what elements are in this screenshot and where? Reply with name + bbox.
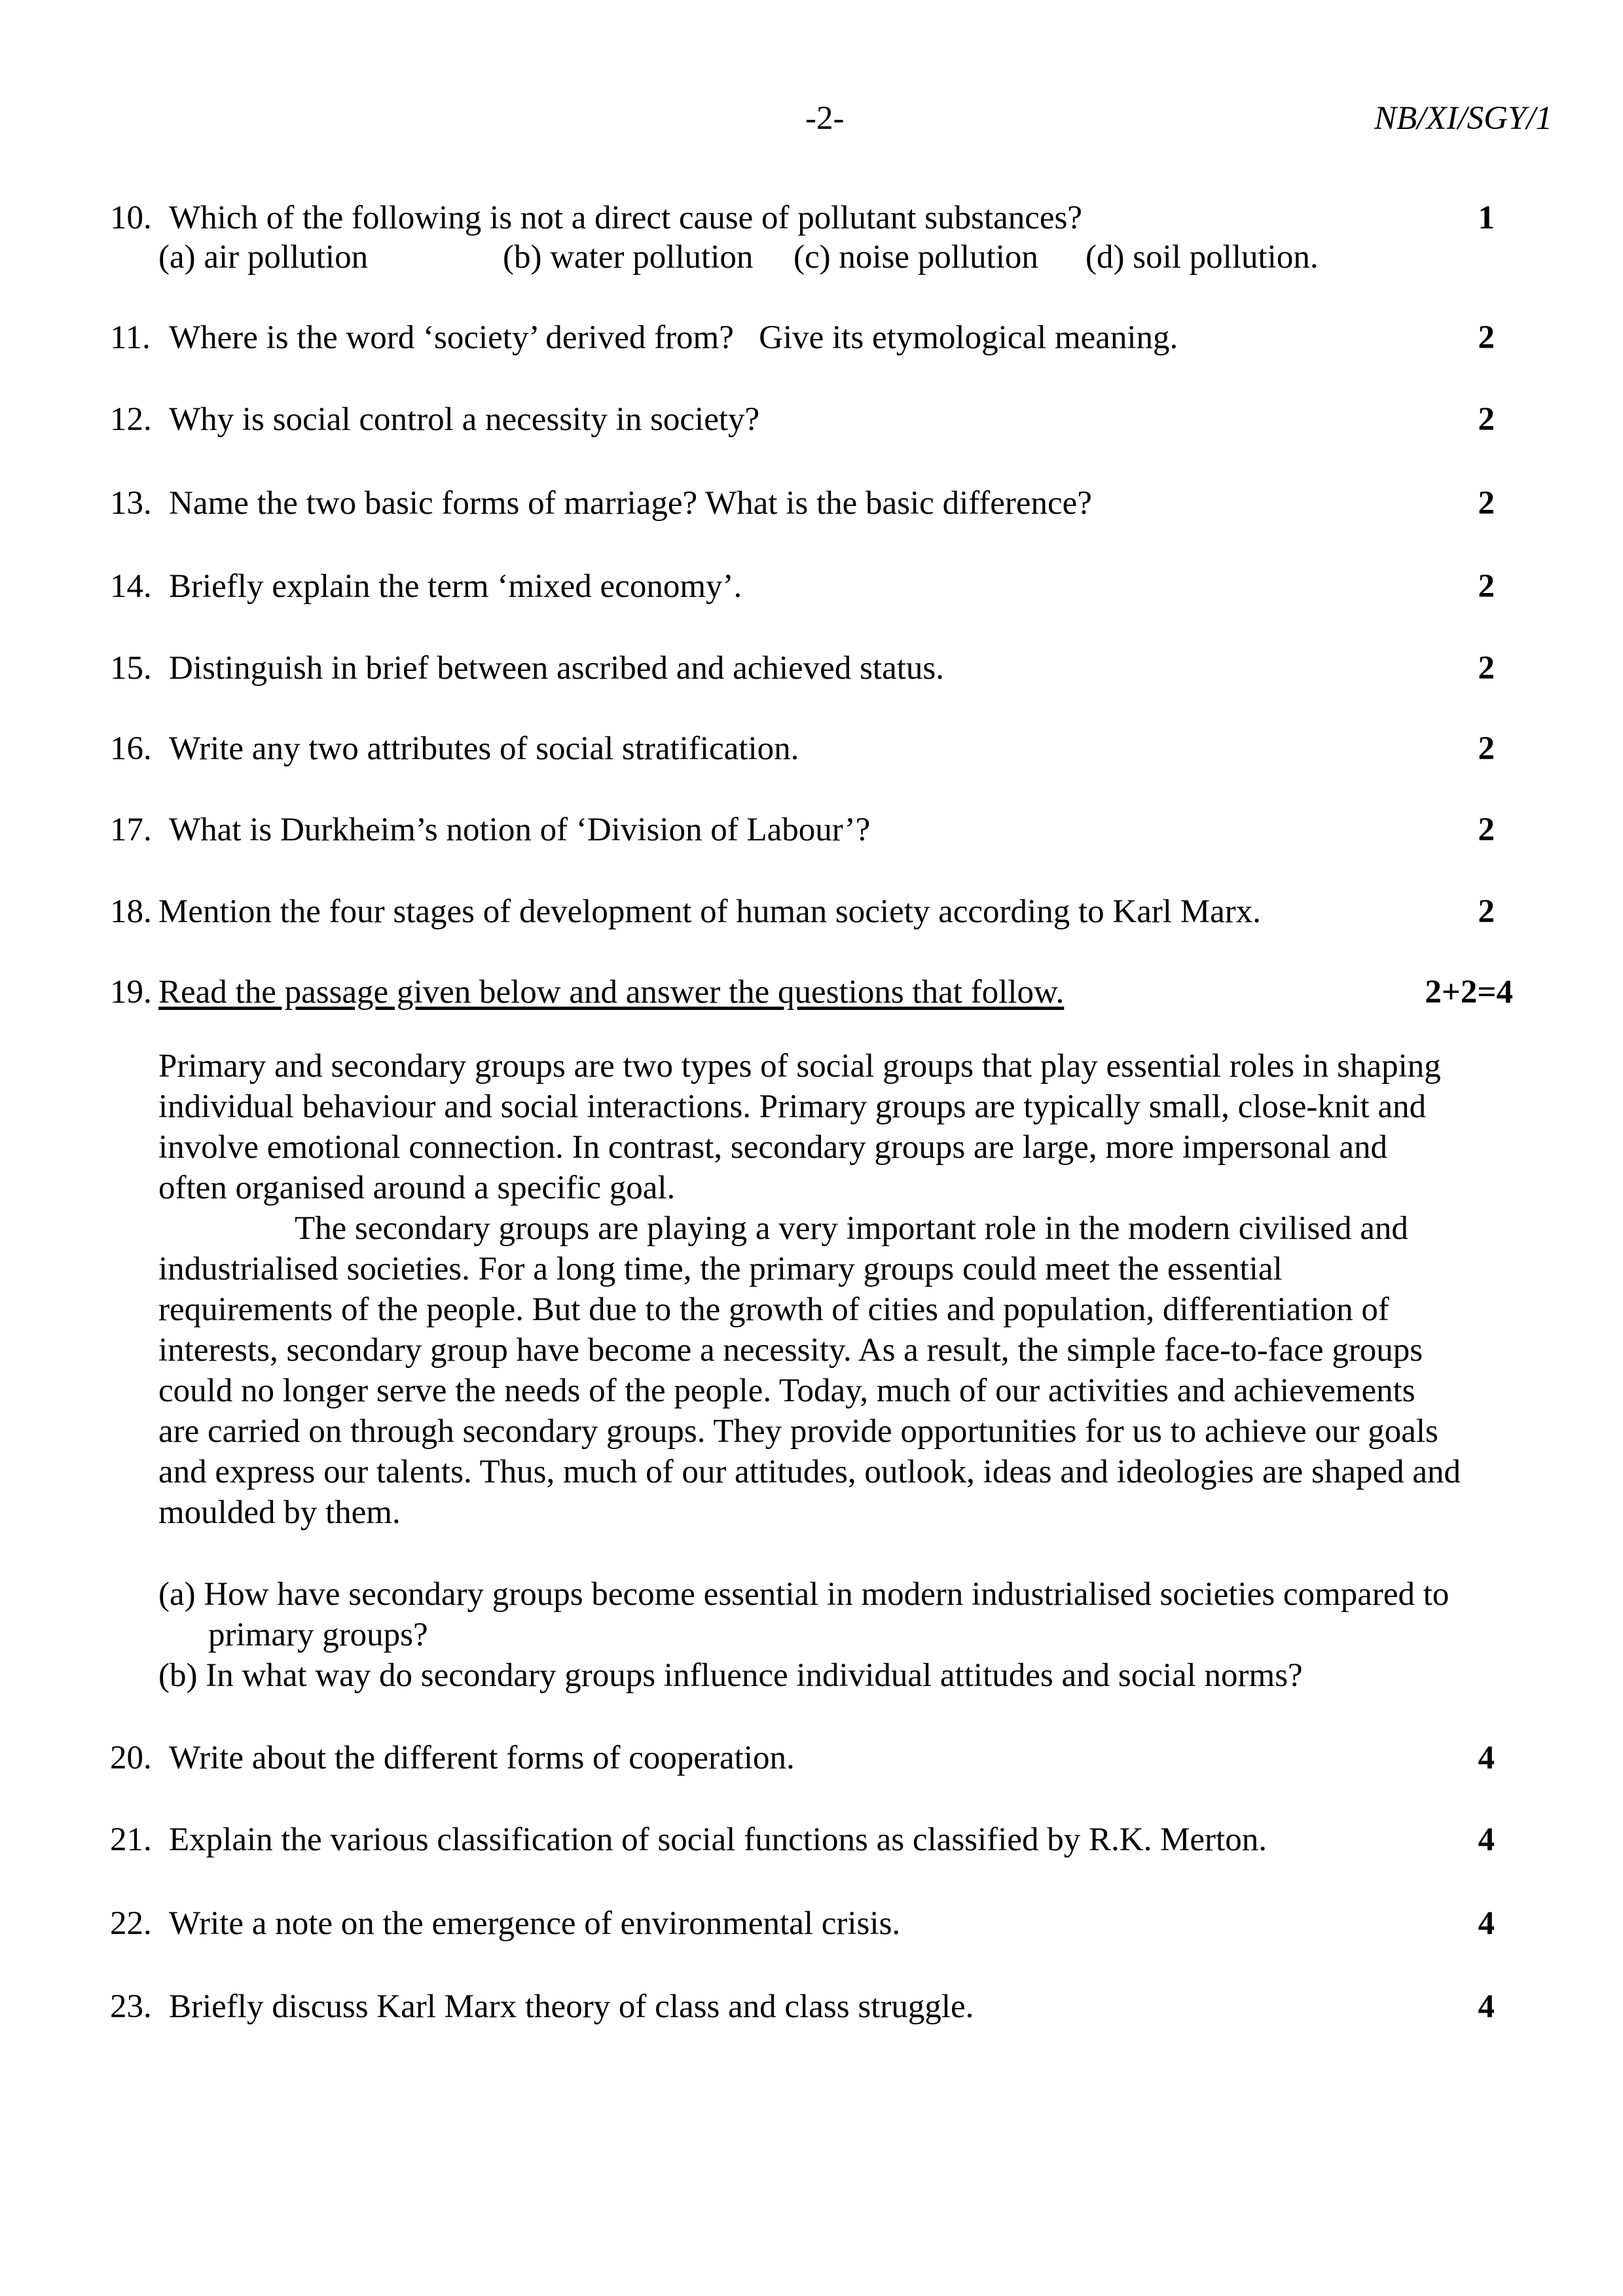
- question-text: Distinguish in brief between ascribed and achieved status.: [169, 650, 944, 687]
- question-number: 16.: [110, 730, 152, 767]
- passage-line: are carried on through secondary groups. They provide opportunities for us to achieve our goals: [158, 1413, 1438, 1450]
- question-text: Write any two attributes of social stratification.: [169, 730, 799, 767]
- passage-line: moulded by them.: [158, 1494, 401, 1531]
- reading-passage: [158, 1046, 1559, 1533]
- question-marks: 4: [1478, 1740, 1495, 1776]
- question-text: What is Durkheim’s notion of ‘Division of Labour’?: [169, 812, 871, 848]
- passage-line: and express our talents. Thus, much of our attitudes, outlook, ideas and ideologies are shaped and: [158, 1454, 1461, 1490]
- passage-line: industrialised societies. For a long time, the primary groups could meet the essential: [158, 1251, 1283, 1287]
- question-marks: 2: [1478, 650, 1495, 687]
- option-b: (b) water pollution: [503, 239, 754, 276]
- question-text: Briefly discuss Karl Marx theory of class and class struggle.: [169, 1988, 974, 2025]
- passage-line: Primary and secondary groups are two types of social groups that play essential roles in shaping: [158, 1048, 1441, 1085]
- question-number: 18.: [110, 893, 152, 930]
- sub-question-a-continued: primary groups?: [208, 1617, 428, 1653]
- question-marks: 2: [1478, 568, 1495, 605]
- option-c: (c) noise pollution: [793, 239, 1038, 276]
- question-number: 21.: [110, 1821, 152, 1858]
- passage-line: The secondary groups are playing a very important role in the modern civilised and: [295, 1210, 1408, 1247]
- question-number: 10.: [110, 200, 152, 236]
- question-number: 23.: [110, 1988, 152, 2025]
- question-marks: 2: [1478, 485, 1495, 522]
- question-marks: 2: [1478, 812, 1495, 848]
- question-number: 11.: [110, 319, 151, 356]
- question-marks: 2+2=4: [1425, 974, 1513, 1011]
- question-number: 17.: [110, 812, 152, 848]
- page-number: -2-: [805, 100, 845, 137]
- question-text: Mention the four stages of development of human society according to Karl Marx.: [158, 893, 1261, 930]
- question-text: Explain the various classification of social functions as classified by R.K. Merton.: [169, 1821, 1267, 1858]
- option-a: (a) air pollution: [158, 239, 369, 276]
- question-marks: 2: [1478, 730, 1495, 767]
- question-marks: 2: [1478, 893, 1495, 930]
- question-marks: 4: [1478, 1988, 1495, 2025]
- question-marks: 2: [1478, 401, 1495, 438]
- question-text: Briefly explain the term ‘mixed economy’.: [169, 568, 742, 605]
- passage-line: involve emotional connection. In contrast, secondary groups are large, more impersonal and: [158, 1129, 1387, 1166]
- question-text: Why is social control a necessity in society?: [169, 401, 760, 438]
- passage-line: often organised around a specific goal.: [158, 1170, 676, 1206]
- question-number: 22.: [110, 1905, 152, 1942]
- paper-code: NB/XI/SGY/1: [1374, 100, 1552, 137]
- question-marks: 4: [1478, 1821, 1495, 1858]
- question-text: Which of the following is not a direct cause of pollutant substances?: [169, 200, 1083, 236]
- question-number: 19.: [110, 974, 152, 1011]
- question-marks: 4: [1478, 1905, 1495, 1942]
- passage-line: requirements of the people. But due to the growth of cities and population, differentiation of: [158, 1291, 1389, 1328]
- question-number: 14.: [110, 568, 152, 605]
- question-number: 12.: [110, 401, 152, 438]
- question-text: Write about the different forms of cooperation.: [169, 1740, 795, 1776]
- question-text: Write a note on the emergence of environmental crisis.: [169, 1905, 901, 1942]
- passage-line: interests, secondary group have become a necessity. As a result, the simple face-to-face groups: [158, 1332, 1423, 1369]
- question-text: Read the passage given below and answer the questions that follow.: [158, 974, 1065, 1011]
- question-marks: 2: [1478, 319, 1495, 356]
- option-d: (d) soil pollution.: [1085, 239, 1319, 276]
- question-number: 13.: [110, 485, 152, 522]
- question-number: 20.: [110, 1740, 152, 1776]
- question-marks: 1: [1478, 200, 1495, 236]
- passage-line: could no longer serve the needs of the people. Today, much of our activities and achievements: [158, 1372, 1415, 1409]
- sub-question-b: (b) In what way do secondary groups influence individual attitudes and social norms?: [158, 1657, 1303, 1694]
- question-number: 15.: [110, 650, 152, 687]
- question-text: Where is the word ‘society’ derived from? Give its etymological meaning.: [169, 319, 1178, 356]
- sub-question-a: (a) How have secondary groups become essential in modern industrialised societies compared to: [158, 1576, 1450, 1613]
- question-text: Name the two basic forms of marriage? What is the basic difference?: [169, 485, 1092, 522]
- passage-line: individual behaviour and social interactions. Primary groups are typically small, close-knit and: [158, 1088, 1427, 1125]
